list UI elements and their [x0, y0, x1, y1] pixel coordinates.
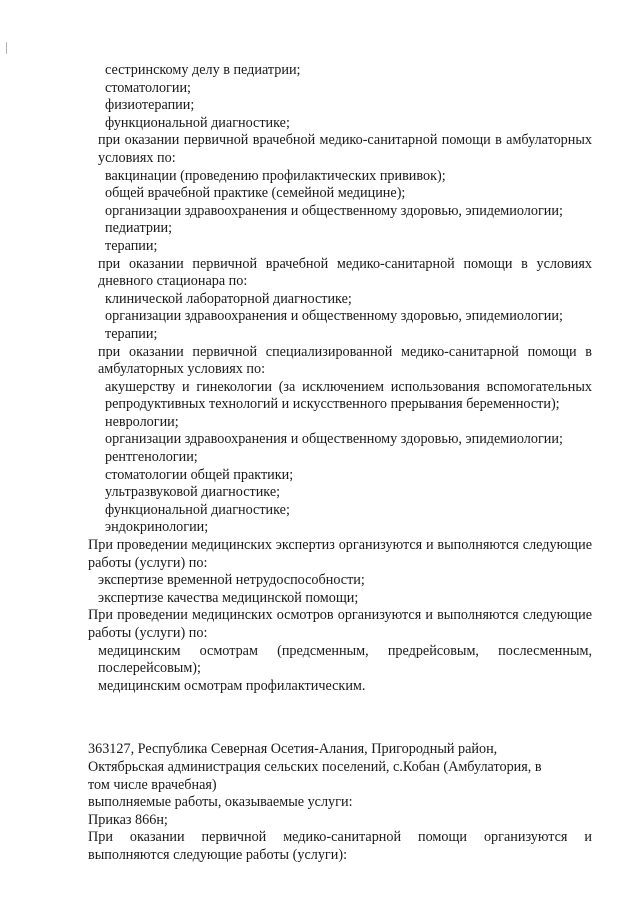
text-line: медицинским осмотрам (предсменным, предрейсовым, послесменным, послерейсовым);: [98, 642, 592, 677]
text-line: экспертизе качества медицинской помощи;: [98, 589, 359, 606]
text-line: При проведении медицинских осмотров организуются и выполняются следующие работы (услуги) по:: [88, 607, 592, 641]
text-line: клинической лабораторной диагностике;: [105, 290, 352, 307]
text-line: экспертизе временной нетрудоспособности;: [98, 572, 365, 589]
text-line: при оказании первичной врачебной медико-санитарной помощи в условиях дневного стационара по:: [98, 255, 592, 290]
document-body: [88, 62, 592, 865]
text-line: выполняемые работы, оказываемые услуги:: [88, 794, 353, 811]
text-line: функциональной диагностике;: [105, 114, 290, 131]
text-line: вакцинации (проведению профилактических прививок);: [105, 167, 446, 184]
text-line: ультразвуковой диагностике;: [105, 484, 281, 501]
text-line: 363127, Республика Северная Осетия-Алания, Пригородный район,: [88, 741, 498, 758]
text-line: общей врачебной практике (семейной медицине);: [105, 185, 406, 202]
text-line: функциональной диагностике;: [105, 501, 290, 518]
text-line: При оказании первичной медико-санитарной помощи организуются и выполняются следующие работы (услуги):: [88, 829, 592, 863]
scan-margin-mark: [6, 42, 7, 54]
text-line: медицинским осмотрам профилактическим.: [98, 677, 366, 694]
text-line: терапии;: [105, 237, 158, 254]
text-line: Октябрьская администрация сельских поселений, с.Кобан (Амбулатория, в: [88, 758, 542, 775]
text-line: педиатрии;: [105, 220, 173, 237]
text-line: терапии;: [105, 325, 158, 342]
blank-line: [88, 710, 592, 728]
text-line: акушерству и гинекологии (за исключением использования вспомогательных репродуктивных технологий и искусственного прерывания беременности);: [105, 378, 592, 413]
text-line: при оказании первичной врачебной медико-санитарной помощи в амбулаторных условиях по:: [98, 132, 592, 166]
text-line: При проведении медицинских экспертиз организуются и выполняются следующие работы (услуги) по:: [88, 537, 592, 571]
text-line: стоматологии общей практики;: [105, 466, 294, 483]
text-line: Приказ 866н;: [88, 811, 168, 828]
text-line: стоматологии;: [105, 79, 191, 96]
text-line: при оказании первичной специализированной медико-санитарной помощи в амбулаторных условиях по:: [98, 343, 592, 378]
text-line: физиотерапии;: [105, 97, 195, 114]
text-line: организации здравоохранения и общественному здоровью, эпидемиологии;: [105, 202, 563, 219]
text-line: организации здравоохранения и общественному здоровью, эпидемиологии;: [105, 308, 563, 325]
text-line: эндокринологии;: [105, 519, 209, 536]
text-line: том числе врачебная): [88, 776, 217, 793]
text-line: рентгенологии;: [105, 449, 198, 466]
text-line: сестринскому делу в педиатрии;: [105, 62, 301, 78]
text-line: неврологии;: [105, 413, 179, 430]
text-line: организации здравоохранения и общественному здоровью, эпидемиологии;: [105, 431, 563, 448]
